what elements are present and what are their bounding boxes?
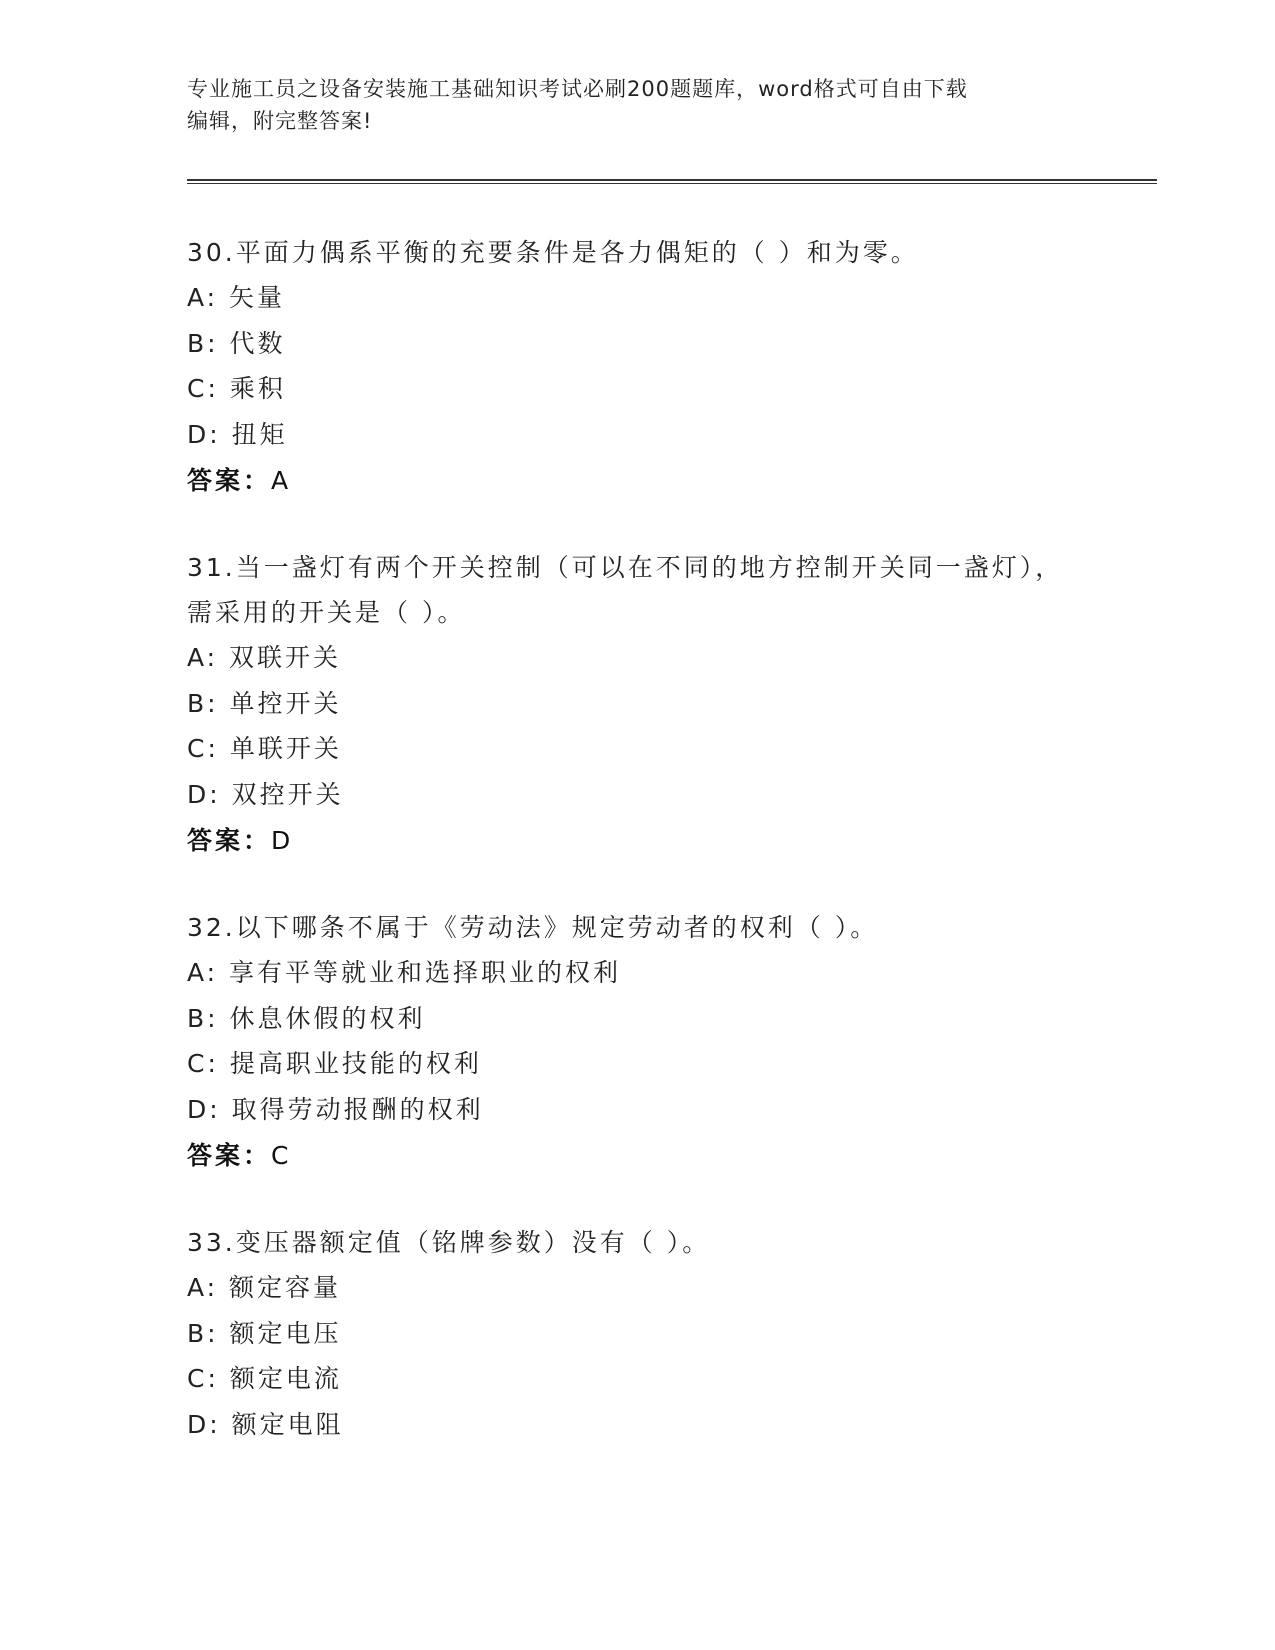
option-d: D: 取得劳动报酬的权利 [187,1094,484,1124]
answer-value: C [271,1141,292,1170]
question-32 [187,905,1087,1178]
option-a: A: 享有平等就业和选择职业的权利 [187,958,622,987]
question-30 [187,230,1087,503]
answer-value: A [271,466,292,495]
option-b: B: 代数 [187,328,286,358]
answer-label: 答案： [187,466,272,495]
answer-line [187,1133,1087,1178]
option-c: C: 提高职业技能的权利 [187,1049,482,1078]
answer-label: 答案： [187,826,272,855]
option-b: B: 额定电压 [187,1318,342,1348]
document-header [187,73,1067,137]
question-stem: 30.平面力偶系平衡的充要条件是各力偶矩的（ ）和为零。 [187,238,919,267]
question-stem: 31.当一盏灯有两个开关控制（可以在不同的地方控制开关同一盏灯），需采用的开关是（ ）。 [187,553,1064,627]
header-line-1: 专业施工员之设备安装施工基础知识考试必刷200题题库，word格式可自由下载 [187,77,968,101]
option-d: D: 扭矩 [187,419,288,449]
answer-value: D [271,826,294,855]
header-divider [187,179,1157,184]
option-d: D: 额定电阻 [187,1409,344,1439]
option-a: A: 矢量 [187,283,286,312]
answer-line [187,458,1087,503]
question-stem: 32.以下哪条不属于《劳动法》规定劳动者的权利（ ）。 [187,913,879,942]
answer-label: 答案： [187,1141,272,1170]
option-c: C: 额定电流 [187,1364,342,1393]
option-a: A: 双联开关 [187,643,342,672]
option-d: D: 双控开关 [187,779,344,809]
option-b: B: 单控开关 [187,688,342,718]
header-line-2: 编辑，附完整答案! [187,109,373,133]
question-stem: 33.变压器额定值（铭牌参数）没有（ ）。 [187,1228,711,1257]
option-c: C: 乘积 [187,374,286,403]
question-33 [187,1220,1087,1447]
option-b: B: 休息休假的权利 [187,1003,426,1033]
question-list [187,230,1087,1489]
question-31 [187,545,1087,863]
option-a: A: 额定容量 [187,1273,342,1302]
option-c: C: 单联开关 [187,734,342,763]
answer-line [187,818,1087,863]
